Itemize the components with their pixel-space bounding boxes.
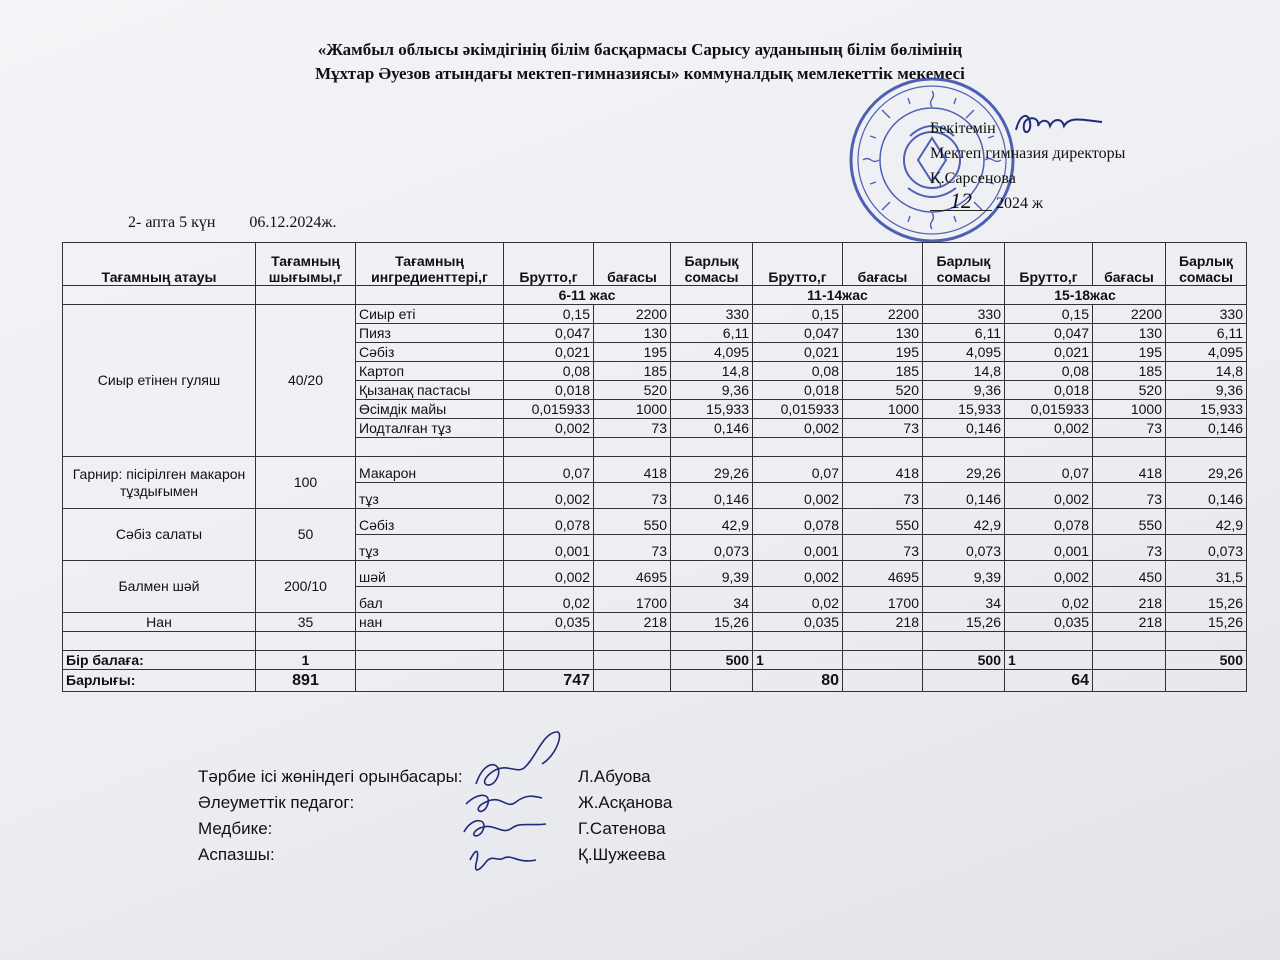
table-cell: [843, 438, 923, 457]
column-header: бағасы: [843, 243, 923, 286]
approval-month: 12: [930, 192, 992, 211]
table-cell: [63, 286, 256, 305]
total-row: [63, 670, 1247, 692]
ingredient-value: 9,39: [671, 561, 753, 587]
total-value: 747: [504, 670, 594, 692]
signature-name: Л.Абуова: [578, 767, 651, 786]
ingredient-value: 0,018: [753, 381, 843, 400]
table-cell: [504, 651, 594, 670]
ingredient-value: 418: [594, 457, 671, 483]
ingredient-value: 520: [843, 381, 923, 400]
signature-role: Аспазшы:: [198, 845, 275, 864]
total-value: 64: [1005, 670, 1093, 692]
ingredient-value: 4,095: [1166, 343, 1247, 362]
age-group-label: 15-18жас: [1005, 286, 1166, 305]
day-line: [128, 214, 336, 232]
table-cell: [923, 670, 1005, 692]
table-cell: [1093, 438, 1166, 457]
ingredient-value: 520: [1093, 381, 1166, 400]
total-yield: 891: [256, 670, 356, 692]
table-cell: [1093, 651, 1166, 670]
column-header: Барлық сомасы: [1166, 243, 1247, 286]
table-cell: [1166, 632, 1247, 651]
ingredient-value: 4695: [594, 561, 671, 587]
column-header: бағасы: [1093, 243, 1166, 286]
table-cell: [356, 286, 504, 305]
ingredient-value: 0,15: [1005, 305, 1093, 324]
table-cell: [504, 438, 594, 457]
ingredient-value: 218: [1093, 613, 1166, 632]
age-group-label: 11-14жас: [753, 286, 923, 305]
ingredient-value: 34: [923, 587, 1005, 613]
ingredient-value: 73: [1093, 535, 1166, 561]
ingredient-name: Қызанақ пастасы: [356, 381, 504, 400]
ingredient-value: 130: [1093, 324, 1166, 343]
table-cell: [753, 632, 843, 651]
dish-yield: 40/20: [256, 305, 356, 457]
ingredient-value: 520: [594, 381, 671, 400]
ingredient-row: [63, 305, 1247, 324]
column-header: Брутто,г: [753, 243, 843, 286]
ingredient-value: 218: [1093, 587, 1166, 613]
week-day-label: 2- апта 5 күн: [128, 214, 216, 231]
ingredient-value: 1000: [1093, 400, 1166, 419]
ingredient-name: бал: [356, 587, 504, 613]
approval-position: Мектеп гимназия директоры: [930, 145, 1126, 162]
table-cell: [671, 632, 753, 651]
total-value: 80: [753, 670, 843, 692]
ingredient-value: 73: [1093, 419, 1166, 438]
signature-role: Тәрбие ісі жөніндегі орынбасары:: [198, 767, 463, 786]
ingredient-value: 0,073: [671, 535, 753, 561]
ingredient-value: 1000: [843, 400, 923, 419]
ingredient-value: 6,11: [923, 324, 1005, 343]
ingredient-value: 42,9: [671, 509, 753, 535]
ingredient-value: 0,002: [1005, 419, 1093, 438]
ingredient-value: 73: [843, 419, 923, 438]
table-cell: [1166, 438, 1247, 457]
ingredient-value: 0,015933: [504, 400, 594, 419]
ingredient-value: 0,08: [504, 362, 594, 381]
ingredient-name: Макарон: [356, 457, 504, 483]
ingredient-value: 0,146: [923, 419, 1005, 438]
menu-date: 06.12.2024ж.: [249, 214, 337, 231]
ingredient-value: 550: [594, 509, 671, 535]
dish-yield: 35: [256, 613, 356, 632]
ingredient-value: 2200: [1093, 305, 1166, 324]
dish-name: Балмен шәй: [63, 561, 256, 613]
per-child-sum: 500: [671, 651, 753, 670]
table-cell: [594, 651, 671, 670]
ingredient-value: 0,073: [1166, 535, 1247, 561]
table-cell: [1005, 632, 1093, 651]
ingredient-value: 42,9: [1166, 509, 1247, 535]
ingredient-value: 14,8: [1166, 362, 1247, 381]
ingredient-value: 0,146: [1166, 419, 1247, 438]
table-cell: [671, 286, 753, 305]
ingredient-value: 0,078: [1005, 509, 1093, 535]
per-child-count: 1: [753, 651, 843, 670]
age-group-label: 6-11 жас: [504, 286, 671, 305]
ingredient-value: 14,8: [923, 362, 1005, 381]
ingredient-value: 15,26: [671, 613, 753, 632]
dish-name: Сиыр етінен гуляш: [63, 305, 256, 457]
ingredient-value: 73: [1093, 483, 1166, 509]
ingredient-row: [63, 613, 1247, 632]
table-cell: [356, 651, 504, 670]
ingredient-value: 0,002: [504, 483, 594, 509]
ingredient-value: 0,146: [923, 483, 1005, 509]
dish-name: Нан: [63, 613, 256, 632]
ingredient-value: 2200: [594, 305, 671, 324]
ingredient-value: 9,36: [671, 381, 753, 400]
ingredient-value: 195: [1093, 343, 1166, 362]
ingredient-value: 0,146: [671, 419, 753, 438]
header-line-2: Мұхтар Әуезов атындағы мектеп-гимназиясы» коммуналдық мемлекеттік мекемесі: [315, 64, 965, 83]
ingredient-value: 15,933: [671, 400, 753, 419]
column-header: Брутто,г: [1005, 243, 1093, 286]
ingredient-value: 0,078: [504, 509, 594, 535]
director-signature-icon: [1010, 108, 1110, 142]
ingredient-value: 130: [594, 324, 671, 343]
ingredient-value: 73: [594, 483, 671, 509]
ingredient-value: 0,002: [753, 483, 843, 509]
ingredient-value: 0,07: [753, 457, 843, 483]
ingredient-name: нан: [356, 613, 504, 632]
ingredient-value: 0,021: [504, 343, 594, 362]
dish-name: Сәбіз салаты: [63, 509, 256, 561]
ingredient-value: 330: [671, 305, 753, 324]
ingredient-value: 0,047: [1005, 324, 1093, 343]
ingredient-value: 6,11: [671, 324, 753, 343]
table-cell: [843, 651, 923, 670]
table-cell: [356, 670, 504, 692]
column-header: Брутто,г: [504, 243, 594, 286]
ingredient-value: 550: [1093, 509, 1166, 535]
ingredient-value: 0,002: [1005, 483, 1093, 509]
signature-name: Қ.Шужеева: [578, 845, 666, 864]
table-cell: [1093, 632, 1166, 651]
ingredient-value: 418: [843, 457, 923, 483]
ingredient-value: 0,02: [753, 587, 843, 613]
ingredient-value: 550: [843, 509, 923, 535]
ingredient-value: 0,018: [504, 381, 594, 400]
ingredient-value: 1700: [843, 587, 923, 613]
table-cell: [753, 438, 843, 457]
ingredient-value: 0,08: [1005, 362, 1093, 381]
ingredient-value: 73: [594, 535, 671, 561]
table-cell: [843, 632, 923, 651]
ingredient-row: [63, 561, 1247, 587]
menu-table: [62, 242, 1247, 692]
ingredient-value: 130: [843, 324, 923, 343]
ingredient-value: 0,02: [504, 587, 594, 613]
document-header: [0, 38, 1280, 86]
table-header-row: [63, 243, 1247, 286]
table-cell: [356, 438, 504, 457]
ingredient-value: 29,26: [1166, 457, 1247, 483]
ingredient-value: 29,26: [923, 457, 1005, 483]
per-child-yield: 1: [256, 651, 356, 670]
ingredient-value: 4,095: [671, 343, 753, 362]
table-cell: [594, 670, 671, 692]
ingredient-value: 34: [671, 587, 753, 613]
table-cell: [671, 438, 753, 457]
ingredient-value: 0,08: [753, 362, 843, 381]
ingredient-value: 218: [594, 613, 671, 632]
ingredient-name: тұз: [356, 483, 504, 509]
ingredient-value: 185: [843, 362, 923, 381]
table-cell: [256, 286, 356, 305]
ingredient-value: 0,001: [753, 535, 843, 561]
ingredient-value: 0,021: [753, 343, 843, 362]
column-header: Барлық сомасы: [923, 243, 1005, 286]
table-cell: [923, 632, 1005, 651]
ingredient-value: 0,02: [1005, 587, 1093, 613]
ingredient-value: 15,26: [923, 613, 1005, 632]
ingredient-value: 6,11: [1166, 324, 1247, 343]
table-cell: [1005, 438, 1093, 457]
column-header: Тағамның атауы: [63, 243, 256, 286]
ingredient-value: 73: [843, 483, 923, 509]
ingredient-value: 4,095: [923, 343, 1005, 362]
ingredient-value: 4695: [843, 561, 923, 587]
signature-name: Г.Сатенова: [578, 819, 666, 838]
ingredient-value: 0,002: [1005, 561, 1093, 587]
ingredient-value: 0,035: [504, 613, 594, 632]
ingredient-value: 9,36: [1166, 381, 1247, 400]
ingredient-value: 0,002: [504, 419, 594, 438]
table-cell: [504, 632, 594, 651]
ingredient-name: Иодталған тұз: [356, 419, 504, 438]
ingredient-value: 15,933: [923, 400, 1005, 419]
dish-yield: 200/10: [256, 561, 356, 613]
ingredient-value: 450: [1093, 561, 1166, 587]
ingredient-value: 0,073: [923, 535, 1005, 561]
signature-role: Әлеуметтік педагог:: [198, 793, 355, 812]
ingredient-value: 73: [594, 419, 671, 438]
ingredient-value: 0,002: [504, 561, 594, 587]
table-cell: [594, 632, 671, 651]
ingredient-value: 195: [594, 343, 671, 362]
ingredient-value: 0,047: [753, 324, 843, 343]
table-cell: [1093, 670, 1166, 692]
ingredient-value: 9,36: [923, 381, 1005, 400]
ingredient-value: 195: [843, 343, 923, 362]
ingredient-row: [63, 457, 1247, 483]
ingredient-value: 330: [1166, 305, 1247, 324]
ingredient-name: Картоп: [356, 362, 504, 381]
approval-year: 2024 ж: [996, 195, 1044, 212]
ingredient-name: шәй: [356, 561, 504, 587]
per-child-count: 1: [1005, 651, 1093, 670]
per-child-row: [63, 651, 1247, 670]
per-child-label: Бір балаға:: [63, 651, 256, 670]
table-cell: [671, 670, 753, 692]
signature-role: Медбике:: [198, 819, 273, 838]
ingredient-value: 0,146: [1166, 483, 1247, 509]
ingredient-value: 0,047: [504, 324, 594, 343]
table-cell: [256, 632, 356, 651]
table-cell: [1166, 670, 1247, 692]
ingredient-value: 185: [1093, 362, 1166, 381]
ingredient-value: 330: [923, 305, 1005, 324]
ingredient-value: 0,07: [1005, 457, 1093, 483]
dish-name: Гарнир: пісірілген макарон тұздығымен: [63, 457, 256, 509]
ingredient-value: 1000: [594, 400, 671, 419]
table-cell: [1166, 286, 1247, 305]
ingredient-value: 9,39: [923, 561, 1005, 587]
ingredient-value: 0,015933: [753, 400, 843, 419]
ingredient-name: Өсімдік майы: [356, 400, 504, 419]
handwritten-signatures-icon: [446, 724, 586, 894]
dish-yield: 100: [256, 457, 356, 509]
blank-row: [63, 632, 1247, 651]
per-child-sum: 500: [1166, 651, 1247, 670]
ingredient-value: 418: [1093, 457, 1166, 483]
ingredient-value: 0,07: [504, 457, 594, 483]
ingredient-value: 0,001: [1005, 535, 1093, 561]
column-header: Тағамның шығымы,г: [256, 243, 356, 286]
per-child-sum: 500: [923, 651, 1005, 670]
ingredient-value: 0,001: [504, 535, 594, 561]
table-cell: [923, 286, 1005, 305]
approval-date-line: [930, 188, 1044, 216]
header-line-1: «Жамбыл облысы әкімдігінің білім басқармасы Сарысу ауданының білім бөлімінің: [317, 40, 963, 59]
ingredient-value: 15,933: [1166, 400, 1247, 419]
ingredient-value: 14,8: [671, 362, 753, 381]
column-header: Тағамның ингредиенттері,г: [356, 243, 504, 286]
ingredient-value: 0,002: [753, 561, 843, 587]
ingredient-value: 15,26: [1166, 613, 1247, 632]
ingredient-value: 0,021: [1005, 343, 1093, 362]
ingredient-name: Сәбіз: [356, 509, 504, 535]
ingredient-value: 0,15: [753, 305, 843, 324]
ingredient-name: Пияз: [356, 324, 504, 343]
ingredient-value: 218: [843, 613, 923, 632]
column-header: Барлық сомасы: [671, 243, 753, 286]
ingredient-value: 29,26: [671, 457, 753, 483]
ingredient-value: 2200: [843, 305, 923, 324]
total-label: Барлығы:: [63, 670, 256, 692]
ingredient-value: 73: [843, 535, 923, 561]
ingredient-value: 0,035: [753, 613, 843, 632]
ingredient-value: 0,015933: [1005, 400, 1093, 419]
approval-director-name: Қ.Сарсенова: [930, 170, 1016, 187]
ingredient-name: Сиыр еті: [356, 305, 504, 324]
ingredient-value: 0,078: [753, 509, 843, 535]
age-group-row: [63, 286, 1247, 305]
ingredient-value: 42,9: [923, 509, 1005, 535]
ingredient-value: 0,035: [1005, 613, 1093, 632]
column-header: бағасы: [594, 243, 671, 286]
ingredient-value: 185: [594, 362, 671, 381]
ingredient-value: 0,15: [504, 305, 594, 324]
ingredient-value: 1700: [594, 587, 671, 613]
ingredient-name: Сәбіз: [356, 343, 504, 362]
ingredient-name: тұз: [356, 535, 504, 561]
signature-name: Ж.Асқанова: [578, 793, 673, 812]
table-cell: [843, 670, 923, 692]
ingredient-value: 31,5: [1166, 561, 1247, 587]
ingredient-value: 0,146: [671, 483, 753, 509]
ingredient-value: 15,26: [1166, 587, 1247, 613]
table-cell: [923, 438, 1005, 457]
table-cell: [63, 632, 256, 651]
dish-yield: 50: [256, 509, 356, 561]
ingredient-value: 0,002: [753, 419, 843, 438]
ingredient-row: [63, 509, 1247, 535]
table-cell: [356, 632, 504, 651]
ingredient-value: 0,018: [1005, 381, 1093, 400]
table-cell: [594, 438, 671, 457]
approval-title: Бекітемін: [930, 120, 996, 137]
